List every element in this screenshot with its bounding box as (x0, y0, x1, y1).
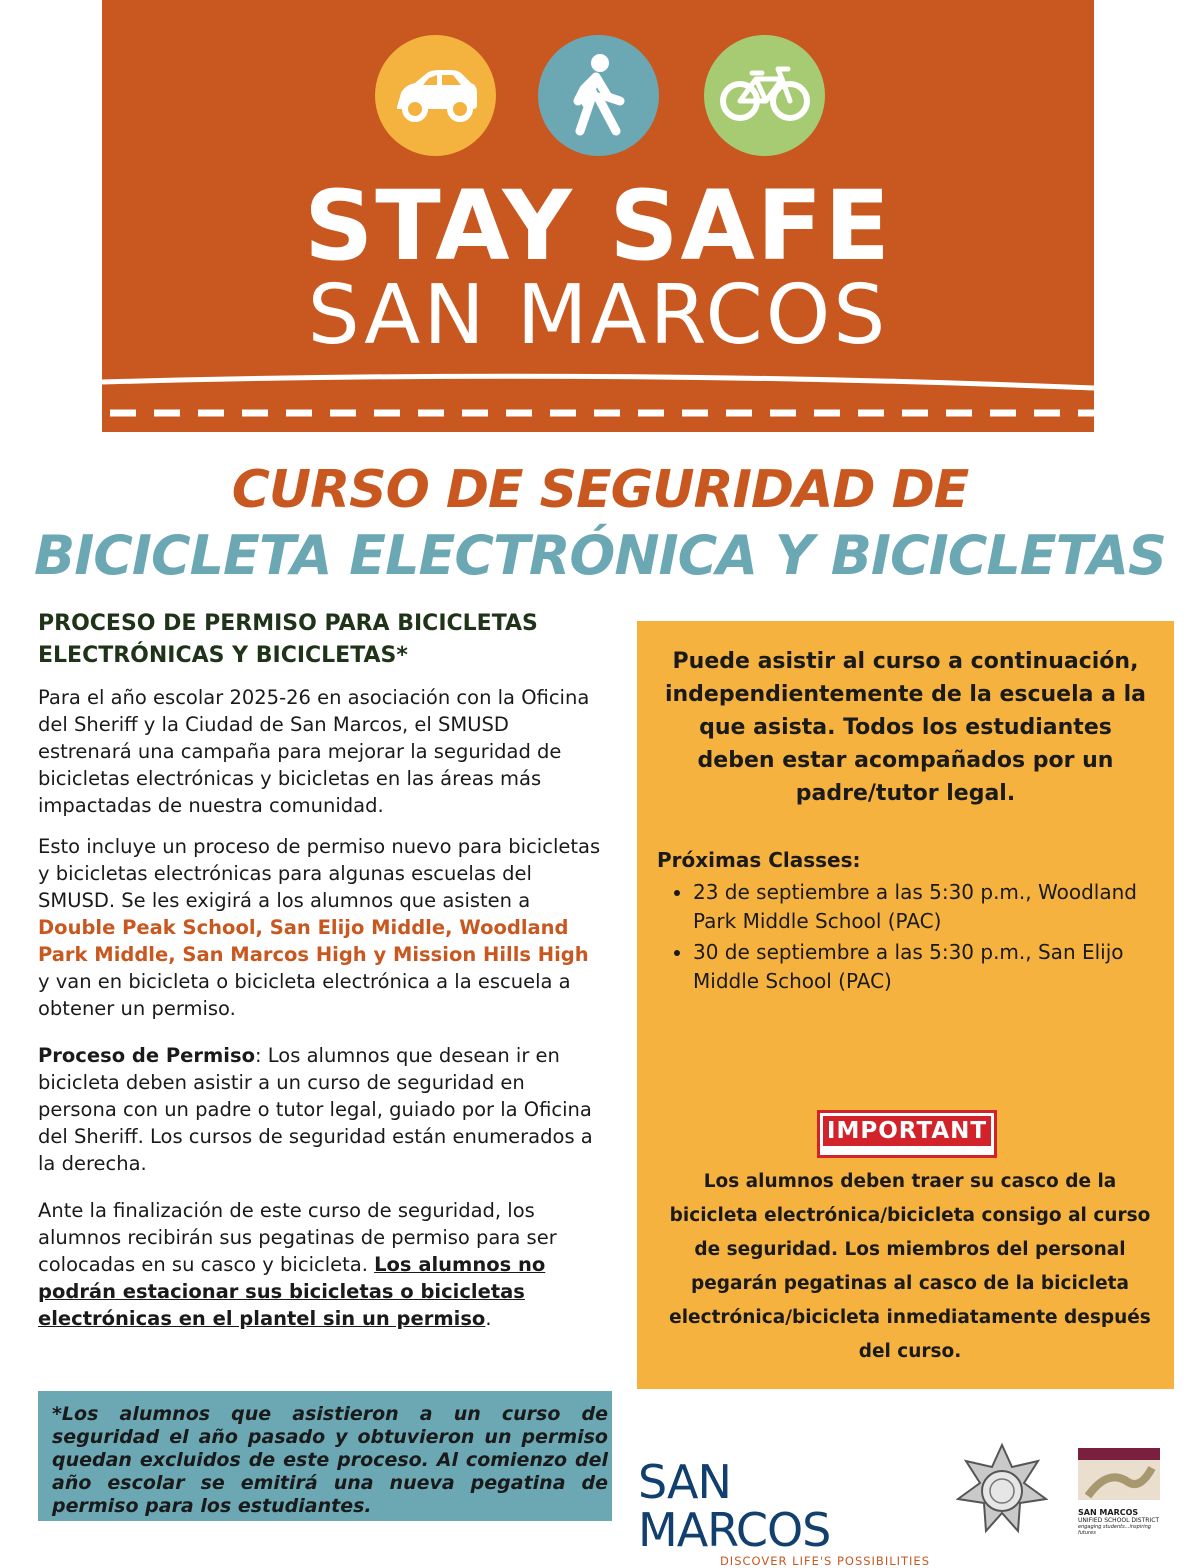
banner-title: STAY SAFE (304, 170, 892, 282)
list-item: • 30 de septiembre a las 5:30 p.m., San Elijo Middle School (PAC) (693, 938, 1174, 996)
school-list: Double Peak School, San Elijo Middle, Woodland Park Middle, San Marcos High y Mission Hills High (38, 916, 589, 966)
sheriff-badge-icon (956, 1443, 1048, 1535)
city-of-san-marcos-logo: SAN MARCOS DISCOVER LIFE'S POSSIBILITIES (638, 1455, 930, 1568)
classes-heading: Próximas Classes: (657, 848, 861, 872)
permit-process-paragraph: Proceso de Permiso: Los alumnos que desean ir en bicicleta deben asistir a un curso de seguridad en persona con un padre o tutor legal, guiado por la Oficina del Sheriff. Los cursos de seguridad están enumerados a la derecha. (38, 1044, 593, 1175)
permit-process-section (38, 608, 604, 1346)
intro-paragraph: Para el año escolar 2025-26 en asociación con la Oficina del Sheriff y la Ciudad de San Marcos, el SMUSD estrenará una campaña para mejorar la seguridad de bicicletas electrónicas y bicicletas en las áreas más impactadas de nuestra comunidad. (38, 686, 590, 817)
attendance-info: Puede asistir al curso a continuación, independientemente de la escuela a la que asista. Todos los estudiantes deben estar acompañados por un padre/tutor legal. (664, 649, 1147, 806)
class-list (637, 878, 1174, 996)
car-icon (375, 35, 496, 156)
sticker-paragraph: Ante la finalización de este curso de seguridad, los alumnos recibirán sus pegatinas de permiso para ser colocadas en su casco y bicicleta. Los alumnos no podrán estacionar sus bicicletas o bicicletas electrónicas en el plantel sin un permiso. (38, 1199, 557, 1330)
prior-permit-note: *Los alumnos que asistieron a un curso de seguridad el año pasado y obtuvieron un permiso quedan excluidos de este proceso. Al comienzo del año escolar se emitirá una nueva pegatina de permiso para los estudiantes. (38, 1391, 612, 1521)
parking-warning: Los alumnos no podrán estacionar sus bicicletas o bicicletas electrónicas en el plantel sin un permiso (38, 1253, 546, 1330)
stay-safe-banner (102, 0, 1094, 432)
permit-process-label: Proceso de Permiso (38, 1044, 255, 1067)
smusd-logo: SAN MARCOS UNIFIED SCHOOL DISTRICT engaging students...inspiring futures (1078, 1448, 1160, 1536)
course-info-panel (637, 621, 1174, 1389)
list-item: • 23 de septiembre a las 5:30 p.m., Woodland Park Middle School (PAC) (693, 878, 1174, 936)
section-heading: PROCESO DE PERMISO PARA BICICLETAS ELECTRÓNICAS Y BICICLETAS* (38, 611, 538, 668)
important-badge: IMPORTANT (817, 1110, 997, 1158)
requirement-paragraph: Esto incluye un proceso de permiso nuevo para bicicletas y bicicletas electrónicas para algunas escuelas del SMUSD. Se les exigirá a los alumnos que asisten a Double Peak School, San Elijo Middle, Woodland Park Middle, San Marcos High y Mission Hills High y van en bicicleta o bicicleta electrónica a la escuela a obtener un permiso. (38, 835, 601, 1020)
course-title-line1: CURSO DE SEGURIDAD DE (231, 460, 969, 520)
course-title-line2: BICICLETA ELECTRÓNICA Y BICICLETAS (34, 524, 1166, 587)
road-graphic (102, 366, 1094, 432)
helmet-warning: Los alumnos deben traer su casco de la bicicleta electrónica/bicicleta consigo al curso de seguridad. Los miembros del personal pegarán pegatinas al casco de la bicicleta electrónica/bicicleta inmediatamente después del curso. (669, 1171, 1151, 1362)
banner-subtitle: SAN MARCOS (307, 268, 889, 363)
pedestrian-icon (538, 35, 659, 156)
smusd-emblem-icon (1078, 1448, 1160, 1500)
bicycle-icon (704, 35, 825, 156)
